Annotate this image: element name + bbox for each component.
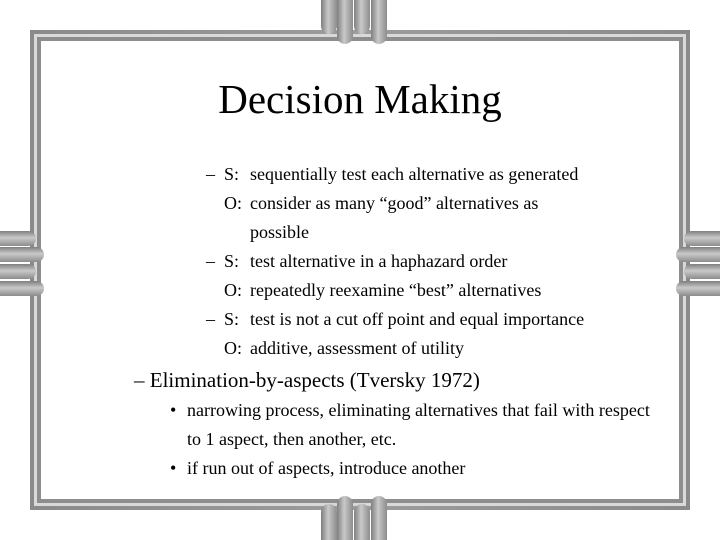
item-text: test is not a cut off point and equal importance bbox=[250, 309, 585, 329]
dash-marker bbox=[206, 276, 224, 305]
list-item bbox=[194, 160, 584, 189]
slide-title-text: Decision Making bbox=[218, 76, 502, 122]
dash-marker: – bbox=[206, 164, 215, 184]
bullet-item bbox=[170, 454, 657, 483]
top-decor-bar bbox=[371, 0, 387, 44]
item-code: O: bbox=[224, 193, 242, 213]
right-decor-bar bbox=[684, 264, 720, 279]
left-decor-bar bbox=[0, 281, 44, 296]
top-decor-bar bbox=[337, 0, 353, 44]
item-text: repeatedly reexamine “best” alternatives bbox=[250, 280, 542, 300]
dash-marker bbox=[206, 218, 224, 247]
list-item bbox=[194, 218, 584, 247]
strategy-list bbox=[194, 160, 584, 363]
list-item bbox=[194, 276, 584, 305]
item-text: consider as many “good” alternatives as bbox=[250, 193, 539, 213]
list-item bbox=[194, 334, 584, 363]
top-decor-bar bbox=[321, 0, 337, 34]
dash-marker bbox=[206, 189, 224, 218]
bullet-text: narrowing process, eliminating alternatives that fail with respect to 1 aspect, then another, etc. bbox=[187, 400, 650, 449]
top-decor-bar bbox=[354, 0, 370, 34]
dash-marker: – bbox=[206, 251, 215, 271]
item-code: S: bbox=[224, 251, 240, 271]
item-code: S: bbox=[224, 309, 240, 329]
right-decor-bar bbox=[676, 281, 720, 296]
list-item bbox=[194, 247, 584, 276]
main-list-item: – Elimination-by-aspects (Tversky 1972) bbox=[134, 368, 480, 392]
bullet-text: if run out of aspects, introduce another bbox=[187, 458, 466, 478]
item-code bbox=[224, 218, 250, 247]
item-text: test alternative in a haphazard order bbox=[250, 251, 508, 271]
item-code: S: bbox=[224, 164, 240, 184]
item-text: possible bbox=[250, 222, 310, 242]
dash-marker bbox=[206, 334, 224, 363]
list-item bbox=[194, 305, 584, 334]
item-text: sequentially test each alternative as generated bbox=[250, 164, 579, 184]
left-decor-bar bbox=[0, 264, 36, 279]
slide-title bbox=[0, 74, 720, 124]
left-decor-bar bbox=[0, 231, 36, 246]
bullet-item bbox=[170, 396, 657, 454]
bottom-decor-bar bbox=[354, 504, 370, 540]
left-decor-bar bbox=[0, 247, 44, 262]
item-text: additive, assessment of utility bbox=[250, 338, 464, 358]
list-item bbox=[194, 189, 584, 218]
item-code: O: bbox=[224, 338, 242, 358]
bullet-marker: • bbox=[170, 458, 177, 478]
dash-marker: – bbox=[206, 309, 215, 329]
item-code: O: bbox=[224, 280, 242, 300]
bottom-decor-bar bbox=[321, 504, 337, 540]
right-decor-bar bbox=[684, 231, 720, 246]
right-decor-bar bbox=[676, 247, 720, 262]
bullet-marker: • bbox=[170, 400, 177, 420]
bottom-decor-bar bbox=[371, 496, 387, 540]
bullet-list bbox=[170, 396, 657, 483]
bottom-decor-bar bbox=[337, 496, 353, 540]
